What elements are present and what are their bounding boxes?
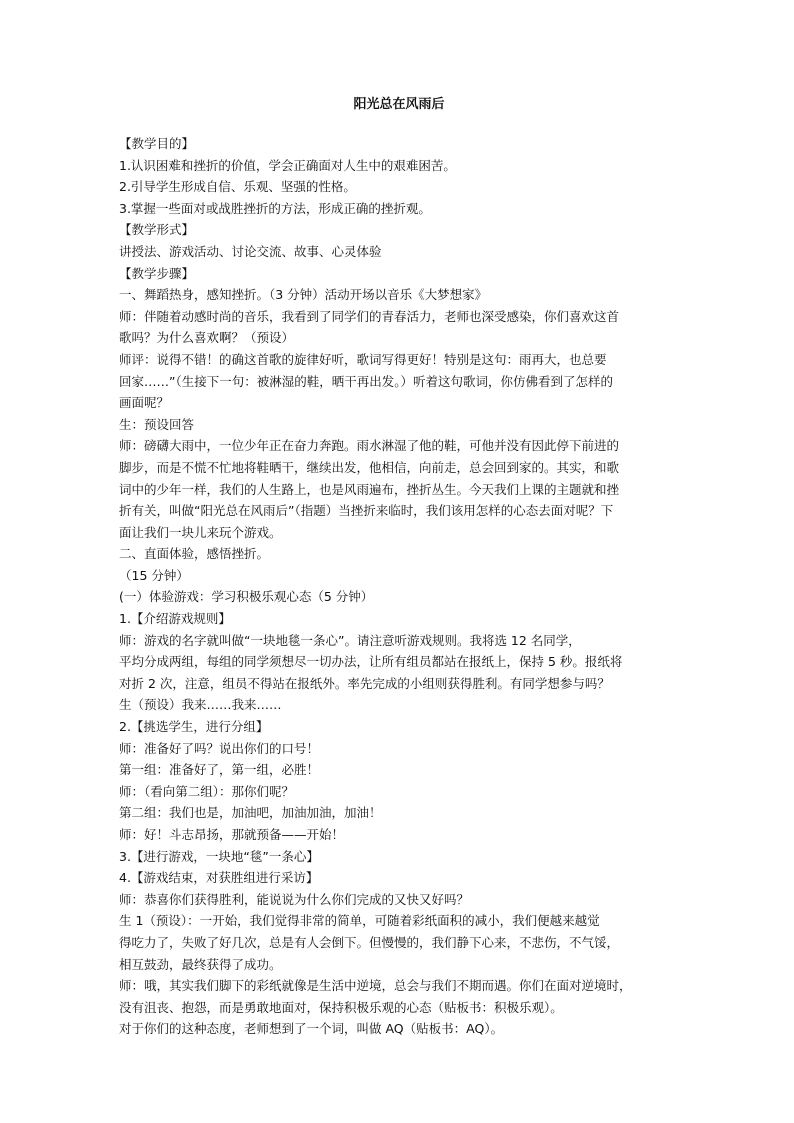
text-line: 师：伴随着动感时尚的音乐，我看到了同学们的青春活力，老师也深受感染，你们喜欢这首 <box>119 308 620 324</box>
text-line: 脚步，而是不慌不忙地将鞋晒干，继续出发，他相信，向前走，总会回到家的。其实，和歌 <box>119 459 620 475</box>
text-line: 得吃力了，失败了好几次，总是有人会倒下。但慢慢的，我们静下心来，不悲伤，不气馁， <box>119 934 620 950</box>
text-line: 2.【挑选学生，进行分组】 <box>119 719 269 735</box>
text-line: 第一组：准备好了，第一组，必胜！ <box>119 762 320 778</box>
text-line: 对于你们的这种态度，老师想到了一个词，叫做 AQ（贴板书：AQ）。 <box>119 1021 504 1037</box>
text-line: 师：准备好了吗？说出你们的口号！ <box>119 740 320 756</box>
text-line: 【教学目的】 <box>119 136 195 151</box>
text-line: 词中的少年一样，我们的人生路上，也是风雨遍布，挫折丛生。今天我们上课的主题就和挫 <box>119 481 620 497</box>
text-line: 1.【介绍游戏规则】 <box>119 611 231 627</box>
text-line: 师：（看向第二组）：那你们呢？ <box>119 783 295 799</box>
document-body <box>119 133 679 1040</box>
text-line: 没有沮丧、抱怨，而是勇敢地面对，保持积极乐观的心态（贴板书：积极乐观）。 <box>119 999 563 1015</box>
text-line: 对折 2 次，注意，组员不得站在报纸外。率先完成的小组则获得胜利。有同学想参与吗？ <box>119 675 610 691</box>
text-line: 二、直面体验，感悟挫折。 <box>119 546 270 562</box>
text-line: 相互鼓劲，最终获得了成功。 <box>119 956 282 972</box>
text-line: 折有关，叫做“阳光总在风雨后”（指题）当挫折来临时，我们该用怎样的心态去面对呢？下 <box>119 503 614 519</box>
text-line: 讲授法、游戏活动、讨论交流、故事、心灵体验 <box>119 243 382 259</box>
text-line: 【教学形式】 <box>119 222 195 238</box>
text-line: 1.认识困难和挫折的价值，学会正确面对人生中的艰难困苦。 <box>119 157 456 173</box>
text-line: 4.【游戏结束，对获胜组进行采访】 <box>119 870 319 886</box>
text-line: 师：恭喜你们获得胜利，能说说为什么你们完成的又快又好吗？ <box>119 891 470 907</box>
text-line: 一、舞蹈热身，感知挫折。（3 分钟）活动开场以音乐《大梦想家》 <box>119 287 488 303</box>
text-line: 第二组：我们也是，加油吧，加油加油，加油！ <box>119 805 382 821</box>
text-line: 歌吗？为什么喜欢啊？（预设） <box>119 330 295 346</box>
text-line: 画面呢？ <box>119 395 170 411</box>
text-line: 2.引导学生形成自信、乐观、坚强的性格。 <box>119 179 356 195</box>
document-page <box>119 95 679 1040</box>
text-line: 面让我们一块儿来玩个游戏。 <box>119 524 282 540</box>
text-line: 师：好！斗志昂扬，那就预备——开始！ <box>119 827 345 842</box>
text-line: 师：磅礴大雨中，一位少年正在奋力奔跑。雨水淋湿了他的鞋，可他并没有因此停下前进的 <box>119 438 620 454</box>
document-title: 阳光总在风雨后 <box>353 97 445 112</box>
text-line: 回家……”（生接下一句：被淋湿的鞋，晒干再出发。）听着这句歌词，你仿佛看到了怎样的 <box>119 373 613 389</box>
text-line: 师：哦，其实我们脚下的彩纸就像是生活中逆境，总会与我们不期而遇。你们在面对逆境时， <box>119 978 632 994</box>
text-line: 平均分成两组，每组的同学须想尽一切办法，让所有组员都站在报纸上，保持 5 秒。报纸将 <box>119 654 623 670</box>
text-line: 3.【进行游戏，一块地“毯”一条心】 <box>119 848 319 864</box>
text-line: 师：游戏的名字就叫做“一块地毯一条心”。请注意听游戏规则。我将选 12 名同学， <box>119 632 581 648</box>
text-line: 师评：说得不错！的确这首歌的旋律好听，歌词写得更好！特别是这句：雨再大，也总要 <box>119 351 607 367</box>
text-line: 生（预设）我来……我来…… <box>119 697 282 713</box>
text-line: (一）体验游戏：学习积极乐观心态（5 分钟） <box>119 589 374 605</box>
text-line: 【教学步骤】 <box>119 265 195 281</box>
text-line: 3.掌握一些面对或战胜挫折的方法，形成正确的挫折观。 <box>119 200 431 216</box>
text-line: 生 1（预设）：一开始，我们觉得非常的简单，可随着彩纸面积的减小，我们便越来越觉 <box>119 913 600 929</box>
text-line: （15 分钟） <box>119 567 189 583</box>
text-line: 生：预设回答 <box>119 416 195 432</box>
